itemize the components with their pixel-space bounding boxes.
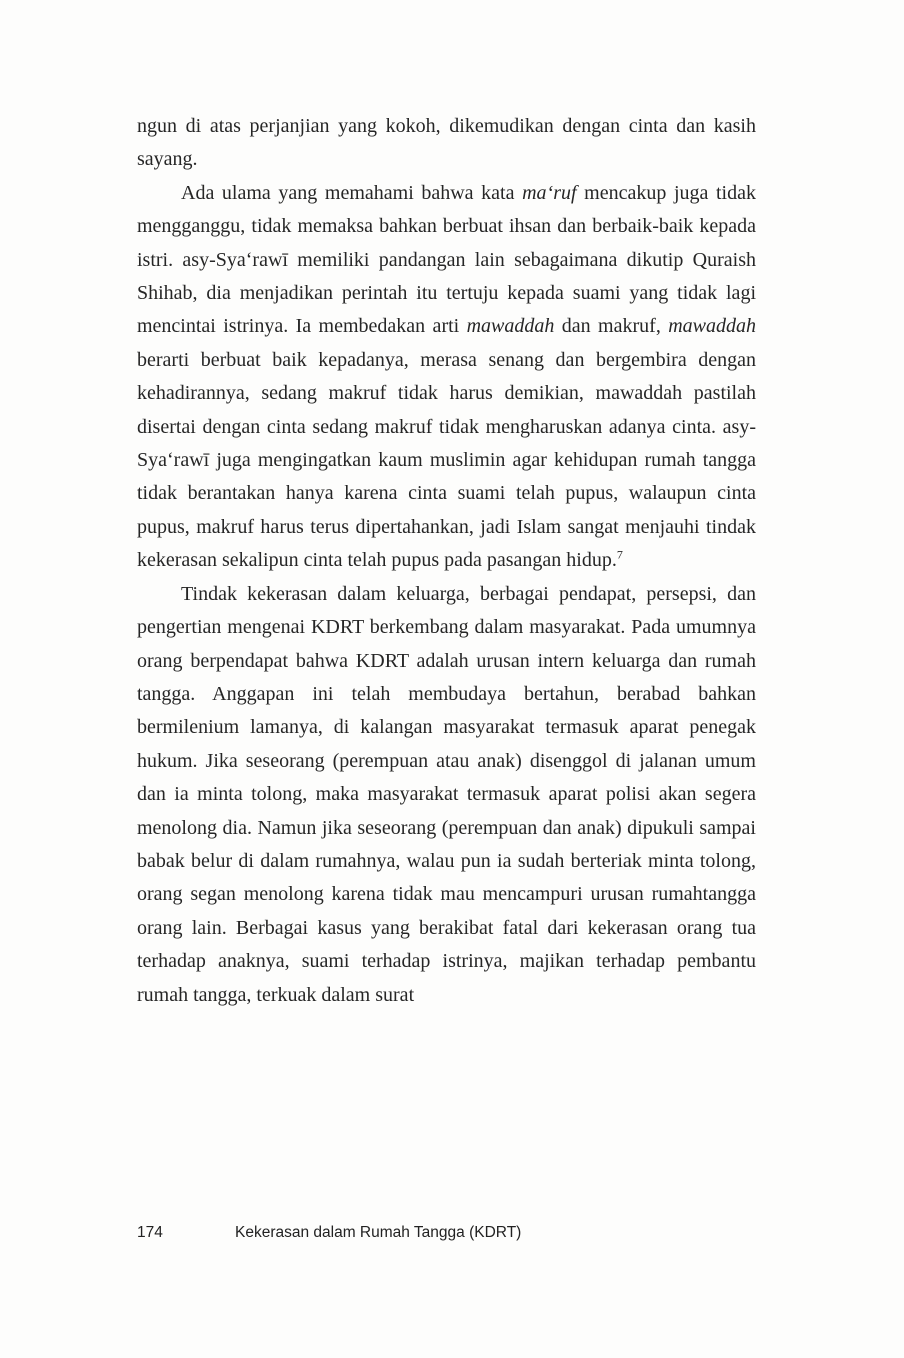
text-segment: berarti berbuat baik kepadanya, merasa senang dan bergembira dengan kehadirannya, sedang makruf tidak harus demikian, mawaddah pastilah disertai dengan cinta sedang makruf tidak mengharuskan adanya cinta. asy-Syaʻrawī juga mengingatkan kaum muslimin agar kehidupan rumah tangga tidak berantakan hanya karena cinta suami telah pupus, walaupun cinta pupus, makruf harus terus dipertahankan, jadi Islam sangat menjauhi tindak kekerasan sekalipun cinta telah pupus pada pasangan hidup. [137,348,756,572]
text-segment: mawaddah [466,315,555,338]
text-segment: Ada ulama yang memahami bahwa kata [181,181,523,204]
paragraph [137,578,756,1012]
footnote-marker: 7 [616,547,623,562]
paragraph [137,110,756,177]
text-segment: mawaddah [668,315,756,338]
text-segment: mencakup juga tidak mengganggu, tidak memaksa bahkan berbuat ihsan dan berbaik-baik kepada istri. asy-Syaʻrawī memiliki pandangan lain sebagaimana dikutip Quraish Shihab, dia menjadikan perintah itu tertuju kepada suami yang tidak lagi mencintai istrinya. Ia membedakan arti [137,181,756,338]
text-segment: Tindak kekerasan dalam keluarga, berbagai pendapat, persepsi, dan pengertian mengenai KDRT berkembang dalam masyarakat. Pada umumnya orang berpendapat bahwa KDRT adalah urusan intern keluarga dan rumah tangga. Anggapan ini telah membudaya bertahun, berabad bahkan bermilenium lamanya, di kalangan masyarakat termasuk aparat penegak hukum. Jika seseorang (perempuan atau anak) disenggol di jalanan umum dan ia minta tolong, maka masyarakat termasuk aparat polisi akan segera menolong dia. Namun jika seseorang (perempuan dan anak) dipukuli sampai babak belur di dalam rumahnya, walau pun ia sudah berteriak minta tolong, orang segan menolong karena tidak mau mencampuri urusan rumahtangga orang lain. Berbagai kasus yang berakibat fatal dari kekerasan orang tua terhadap anaknya, suami terhadap istrinya, majikan terhadap pembantu rumah tangga, terkuak dalam surat [137,582,756,1006]
page-footer [137,1224,756,1242]
text-segment: dan makruf, [554,315,669,338]
running-title: Kekerasan dalam Rumah Tangga (KDRT) [235,1224,522,1241]
text-segment: ngun di atas perjanjian yang kokoh, dikemudikan dengan cinta dan kasih sayang. [137,115,756,171]
paragraph [137,177,756,578]
page-number: 174 [137,1224,163,1241]
text-segment: maʻruf [522,181,577,204]
body-text [137,110,756,1012]
